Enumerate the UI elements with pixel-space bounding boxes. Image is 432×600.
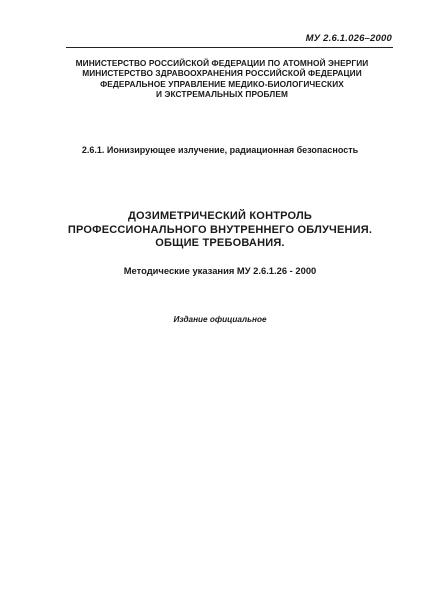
authority-line: МИНИСТЕРСТВО ЗДРАВООХРАНЕНИЯ РОССИЙСКОЙ ФЕДЕРАЦИИ	[82, 68, 362, 79]
issuing-authorities	[60, 58, 384, 100]
subject-heading: 2.6.1. Ионизирующее излучение, радиационная безопасность	[81, 145, 359, 155]
title-line: ПРОФЕССИОНАЛЬНОГО ВНУТРЕННЕГО ОБЛУЧЕНИЯ.	[67, 223, 373, 236]
title-line: ДОЗИМЕТРИЧЕСКИЙ КОНТРОЛЬ	[127, 210, 313, 222]
edition-note: Издание официальное	[173, 315, 267, 324]
authority-line: МИНИСТЕРСТВО РОССИЙСКОЙ ФЕДЕРАЦИИ ПО АТОМНОЙ ЭНЕРГИИ	[75, 58, 369, 68]
guidelines-designation: Методические указания МУ 2.6.1.26 - 2000	[123, 265, 317, 276]
authority-line: ФЕДЕРАЛЬНОЕ УПРАВЛЕНИЕ МЕДИКО-БИОЛОГИЧЕСКИХ	[100, 78, 344, 89]
document-code: МУ 2.6.1.026–2000	[305, 33, 392, 44]
title-line: ОБЩИЕ ТРЕБОВАНИЯ.	[155, 237, 285, 249]
header-rule	[66, 47, 393, 48]
authority-line: И ЭКСТРЕМАЛЬНЫХ ПРОБЛЕМ	[156, 89, 288, 100]
document-title	[40, 210, 400, 251]
